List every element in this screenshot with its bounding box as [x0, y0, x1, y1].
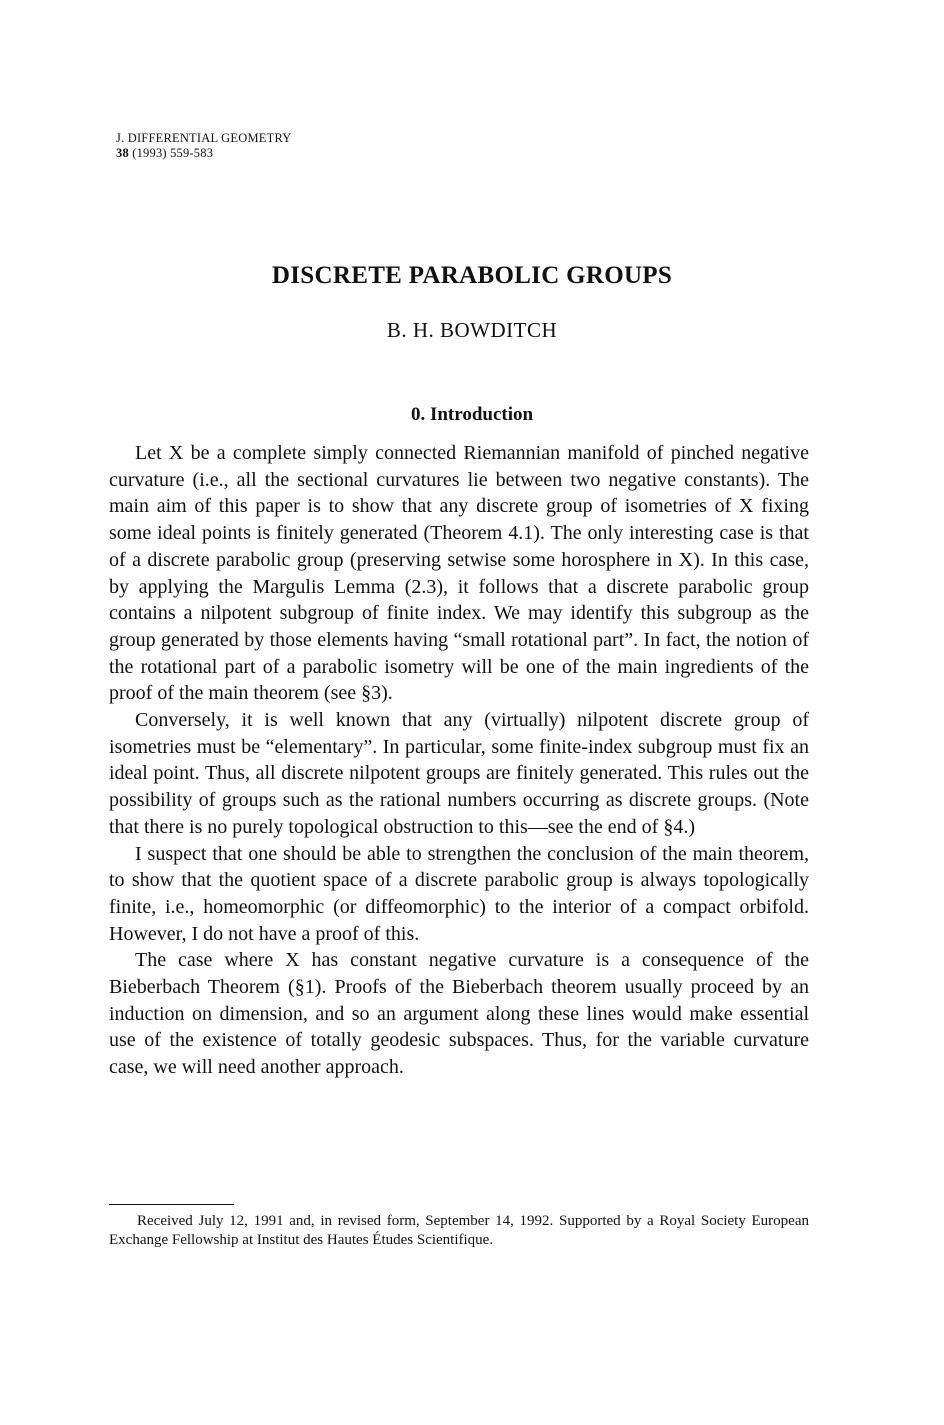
author-name: B. H. BOWDITCH [386, 318, 558, 342]
journal-volume-line [116, 146, 292, 161]
issue-pages: (1993) 559-583 [132, 146, 214, 160]
journal-header [116, 131, 292, 161]
section-heading: 0. Introduction [410, 404, 534, 425]
paragraph: Let X be a complete simply connected Riemannian manifold of pinched negative curvature (i.e., all the sectional curvatures lie between two negative constants). The main aim of this paper is to show that any discrete group of isometries of X fixing some ideal points is finitely generated (Theorem 4.1). The only interesting case is that of a discrete parabolic group (preserving setwise some horosphere in X). In this case, by applying the Margulis Lemma (2.3), it follows that a discrete parabolic group contains a nilpotent subgroup of finite index. We may identify this subgroup as the group generated by those elements having “small rotational part”. In fact, the notion of the rotational part of a parabolic isometry will be one of the main ingredients of the proof of the main theorem (see §3). [109, 442, 809, 705]
paragraph: The case where X has constant negative curvature is a consequence of the Bieberbach Theorem (§1). Proofs of the Bieberbach theorem usually proceed by an induction on dimension, and so an argument along these lines would make essential use of the existence of totally geodesic subspaces. Thus, for the variable curvature case, we will need another approach. [109, 949, 809, 1079]
paragraph: I suspect that one should be able to strengthen the conclusion of the main theorem, to show that the quotient space of a discrete parabolic group is always topologically finite, i.e., homeomorphic (or diffeomorphic) to the interior of a compact orbifold. However, I do not have a proof of this. [109, 842, 809, 945]
paragraph: Conversely, it is well known that any (virtually) nilpotent discrete group of isometries must be “elementary”. In particular, some finite-index subgroup must fix an ideal point. Thus, all discrete nilpotent groups are finitely generated. This rules out the possibility of groups such as the rational numbers occurring as discrete groups. (Note that there is no purely topological obstruction to this—see the end of §4.) [109, 709, 809, 838]
journal-name: J. DIFFERENTIAL GEOMETRY [116, 131, 292, 145]
paper-title: DISCRETE PARABOLIC GROUPS [271, 262, 673, 289]
body-text [109, 440, 809, 1081]
volume-number: 38 [116, 146, 129, 160]
footnote: Received July 12, 1991 and, in revised form, September 14, 1992. Supported by a Royal Society European Exchange Fellowship at Institut des Hautes Études Scientifique. [109, 1213, 809, 1248]
footnote-divider [109, 1204, 234, 1205]
